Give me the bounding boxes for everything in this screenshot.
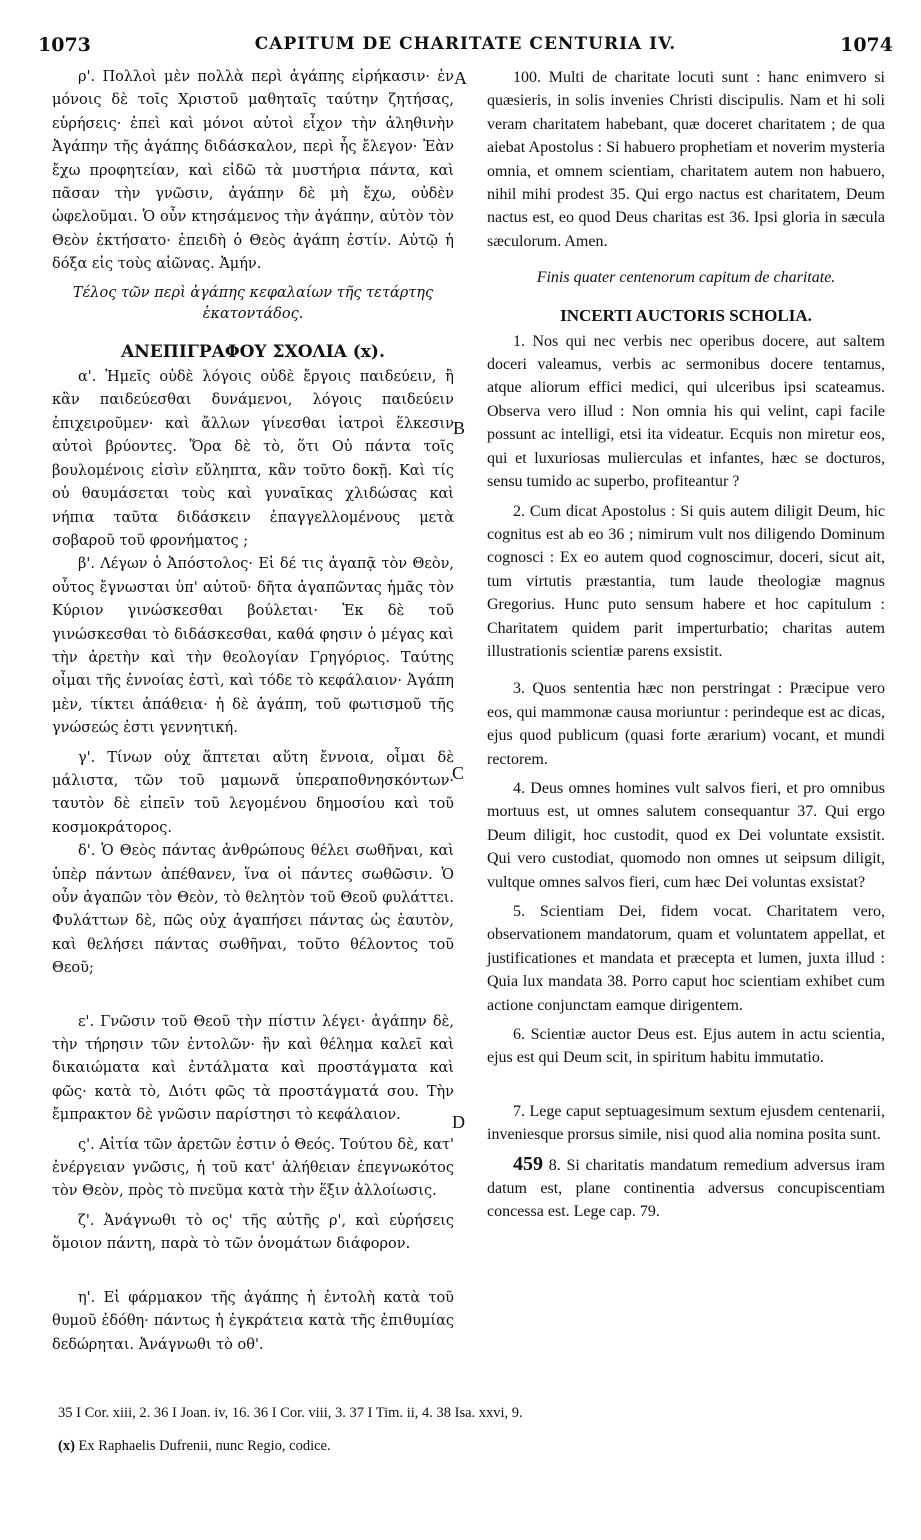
latin-scholion-1: 1. Nos qui nec verbis nec operibus docere, aut saltem doceri valeamus, verbis ac sermonibus docere tentamus, atque aliorum effici medici, qui ulceribus ipsi scateamus. Observa vero illud : Non omnia his qui velint, capi facile possunt ac intelligi, etsi ita videatur. Ecquis non miretur eos, qui et luxuriosas mulierculas et infantes, hæc se docturos, sensu tumido ac superbo, profiteantur ? xyxy=(487,332,885,491)
latin-finis: Finis quater centenorum capitum de charitate. xyxy=(536,269,836,287)
latin-chapter-100: 100. Multi de charitate locuti sunt : hanc enimvero si quæsieris, in solis invenies Christi discipulis. Nam et hi soli veram charitatem habebant, quæ doceret charitatem ; de qua aiebat Apostolus : Si habuero prophetiam et noverim mysteria omnia, et omnem scientiam, charitatem autem non habuero, nihil mihi prodest 35. Qui ergo nactus est charitatem, Deum nactus est, eo quod Deus charitas est 36. Ipsi gloria in sæcula sæculorum. Amen. xyxy=(487,69,885,250)
latin-scholion-3: 3. Quos sententia hæc non perstringat : Præcipue vero eos, qui mammonæ causa moriuntur : perindeque est ac dicas, ejus quod publicum (quasi forte ærarium) vocant, et mundi rectorem. xyxy=(487,680,885,768)
latin-scholion-6: 6. Scientiæ auctor Deus est. Ejus autem in actu scientia, ejus est qui Deum scit, in spiritum habitu immutatio. xyxy=(487,1026,885,1067)
greek-finis: Τέλος τῶν περὶ ἀγάπης κεφαλαίων τῆς τετάρτης ἑκατοντάδος. xyxy=(72,284,434,322)
latin-scholion-2: 2. Cum dicat Apostolus : Si quis autem diligit Deum, hic cognitus est ab eo 36 ; nimirum vult nos diligendo Dominum cognosci : Ex eo autem quod cognoscimur, doceri, sicut ait, tum virtutis præstantia, tum laude theologiæ magnus Gregorius. Hunc puto sensum habere et hoc capitulum : Charitatem quidem parit imperturbatio; charitas autem illustrationis scientiæ parens exsistit. xyxy=(487,502,885,660)
running-title: CAPITUM DE CHARITATE CENTURIA IV. xyxy=(254,34,677,54)
latin-column xyxy=(487,66,885,1224)
greek-chapter-100: ρ'. Πολλοὶ μὲν πολλὰ περὶ ἀγάπης εἰρήκασιν· ἐν μόνοις δὲ τοῖς Χριστοῦ μαθηταῖς ταύτην ζητήσας, εὑρήσεις· ἐπεὶ καὶ μόνοι αὐτοὶ εἶχον τὴν ἀληθινὴν Ἀγάπην τῆς ἀγάπης διδάσκαλον, περὶ ἧς ἔλεγον· Ἐὰν ἔχω προφητείαν, καὶ εἰδῶ τὰ μυστήρια πάντα, καὶ πᾶσαν τὴν γνῶσιν, ἀγάπην δὲ μὴ ἔχω, οὐδὲν ὠφελοῦμαι. Ὁ οὖν κτησάμενος τὴν ἀγάπην, αὐτὸν τὸν Θεὸν ἐκτήσατο· ἐπειδὴ ὁ Θεὸς ἀγάπη ἐστίν. Αὐτῷ ἡ δόξα εἰς τοὺς αἰῶνας. Ἀμήν. xyxy=(52,69,454,273)
column-number: 459 xyxy=(513,1152,543,1175)
latin-scholia-heading: INCERTI AUCTORIS SCHOLIA. xyxy=(560,306,812,326)
margin-letter-b: B xyxy=(453,418,466,438)
page-header xyxy=(38,34,893,58)
greek-column xyxy=(52,66,454,1357)
greek-scholion-3: γ'. Τίνων οὐχ ἅπτεται αὕτη ἔννοια, οἶμαι δὲ μάλιστα, τῶν τοῦ μαμωνᾶ ὑπεραποθνησκόντων· ταυτὸν δὲ εἰπεῖν τοῦ λεγομένου δημοσίου καὶ τοῦ κοσμοκράτορος. xyxy=(52,749,454,836)
page-number-left: 1073 xyxy=(38,34,91,56)
latin-scholion-7: 7. Lege caput septuagesimum sextum ejusdem centenarii, inveniesque prorsus simile, nisi quod alia nomina posita sunt. xyxy=(487,1102,885,1144)
margin-letter-c: C xyxy=(452,763,465,783)
greek-scholion-8: η'. Εἰ φάρμακον τῆς ἀγάπης ἡ ἐντολὴ κατὰ τοῦ θυμοῦ ἐδόθη· πάντως ἡ ἐγκράτεια κατὰ τῆς ἐπιθυμίας δεδώρηται. Ἀνάγνωθι τὸ οθ'. xyxy=(52,1289,454,1353)
footnote-marker: (x) xyxy=(58,1438,75,1454)
greek-scholion-1: α'. Ἡμεῖς οὐδὲ λόγοις οὐδὲ ἔργοις παιδεύειν, ἢ κἂν παιδεύεσθαι δυνάμενοι, λόγοις παιδεύειν ἐπιχειροῦμεν· καὶ ἄλλων γίνεσθαι ἰατροὶ ἕλκεσιν αὐτοὶ βρύοντες. Ὅρα δὲ τὸ, ὅτι Οὐ πάντα τοῖς βουλομένοις εἰσὶν εὔληπτα, κἂν τοῦτο δοκῇ. Καὶ τίς οὐ θαυμάσεται τοὺς καὶ γυναῖκας χλιδώσας καὶ νήπια ταῦτα διδάσκειν ἐπαγγελλομένους μετὰ σοβαροῦ τοῦ φρονήματος ; xyxy=(52,369,454,549)
margin-letter-a: A xyxy=(454,68,467,88)
greek-scholion-7: ζ'. Ἀνάγνωθι τὸ ος' τῆς αὐτῆς ρ', καὶ εὑρήσεις ὅμοιον πάντη, παρὰ τὸ τῶν ὀνομάτων διάφορον. xyxy=(52,1212,454,1253)
greek-scholion-2: β'. Λέγων ὁ Ἀπόστολος· Εἰ δέ τις ἀγαπᾷ τὸν Θεὸν, οὗτος ἔγνωσται ὑπ' αὐτοῦ· δῆτα ἀγαπῶντας ἡμᾶς τὸν Κύριον γινώσκεσθαι βούλεται· Ἐκ δὲ τοῦ γινώσκεσθαι τὸ διδάσκεσθαι, καθά φησιν ὁ μέγας καὶ τὴν ἀρετὴν καὶ τὴν θεολογίαν Γρηγόριος. Ταύτης οἶμαι τῆς ἐννοίας ἐστὶ, καὶ τόδε τὸ κεφάλαιον· Ἀγάπη μὲν, τίκτει ἀπάθεια· ἡ δὲ ἀγάπη, τοῦ φωτισμοῦ τῆς γνώσεώς ἐστι γεννητική. xyxy=(52,556,454,737)
latin-scholion-8 xyxy=(487,1153,885,1224)
page-number-right: 1074 xyxy=(840,34,893,56)
latin-scholion-5: 5. Scientiam Dei, fidem vocat. Charitatem vero, observationem mandatorum, quam et voluntatem appellat, et justificationes et mandata et præcepta et lumen, juxta illud : Quia lux mandata 38. Porro caput hoc scientiam exhibet cum actione conjunctam eamque dirigentem. xyxy=(487,903,885,1014)
greek-scholia-heading: ΑΝΕΠΙΓΡΑΦΟΥ ΣΧΟΛΙΑ (x). xyxy=(121,341,385,362)
greek-scholion-6: ς'. Αἰτία τῶν ἀρετῶν ἐστιν ὁ Θεός. Τούτου δὲ, κατ' ἐνέργειαν γνῶσις, ἡ τοῦ κατ' ἀλήθειαν ἐπεγνωκότος τὸν Θεὸν, πρὸς τὸ πνεῦμα κατὰ τὴν ἕξιν ἀλλοίωσις. xyxy=(52,1136,454,1200)
latin-scholion-4: 4. Deus omnes homines vult salvos fieri, et pro omnibus mortuus est, ut omnes salutem consequantur 37. Qui ergo Deum diligit, hoc custodit, quod ex Dei voluntate exsistit. Qui vero custodiat, quomodo non omnes ut seipsum diligit, vultque omnes salvos fieri, cum hæc Dei voluntas exsistat? xyxy=(487,779,885,891)
margin-letter-d: D xyxy=(452,1112,465,1132)
source-footnote xyxy=(58,1438,331,1455)
footnote-text: Ex Raphaelis Dufrenii, nunc Regio, codice. xyxy=(78,1438,331,1454)
greek-scholion-5: ε'. Γνῶσιν τοῦ Θεοῦ τὴν πίστιν λέγει· ἀγάπην δὲ, τὴν τήρησιν τῶν ἐντολῶν· ἣν καὶ θέλημα καλεῖ καὶ δικαιώματα καὶ ἐντάλματα καὶ προστάγματα καὶ φῶς· κατὰ τὸ, Διότι φῶς τὰ προστάγματά σου. Τὴν ἔμπρακτον δὲ γνῶσιν παρίστησι τὸ κεφάλαιον. xyxy=(52,1013,454,1124)
latin-scholion-8-text: 8. Si charitatis mandatum remedium adversus iram datum est, plane continentia adversus concupiscentiam concessa est. Lege cap. 79. xyxy=(487,1156,886,1221)
scripture-footnotes: 35 I Cor. xiii, 2. 36 I Joan. iv, 16. 36 I Cor. viii, 3. 37 I Tim. ii, 4. 38 Isa. xxvi, 9. xyxy=(58,1405,523,1421)
greek-scholion-4: δ'. Ὁ Θεὸς πάντας ἀνθρώπους θέλει σωθῆναι, καὶ ὑπὲρ πάντων ἀπέθανεν, ἵνα οἱ πάντες σωθῶσιν. Ὁ οὖν ἀγαπῶν τὸν Θεὸν, τὸ θελητὸν τοῦ Θεοῦ φυλάττει. Φυλάττων δὲ, πῶς οὐχ ἀγαπήσει πάντας ὡς ἑαυτὸν, καὶ θελήσει πάντας σωθῆναι, τοῦτο θέλοντος τοῦ Θεοῦ; xyxy=(52,843,454,977)
